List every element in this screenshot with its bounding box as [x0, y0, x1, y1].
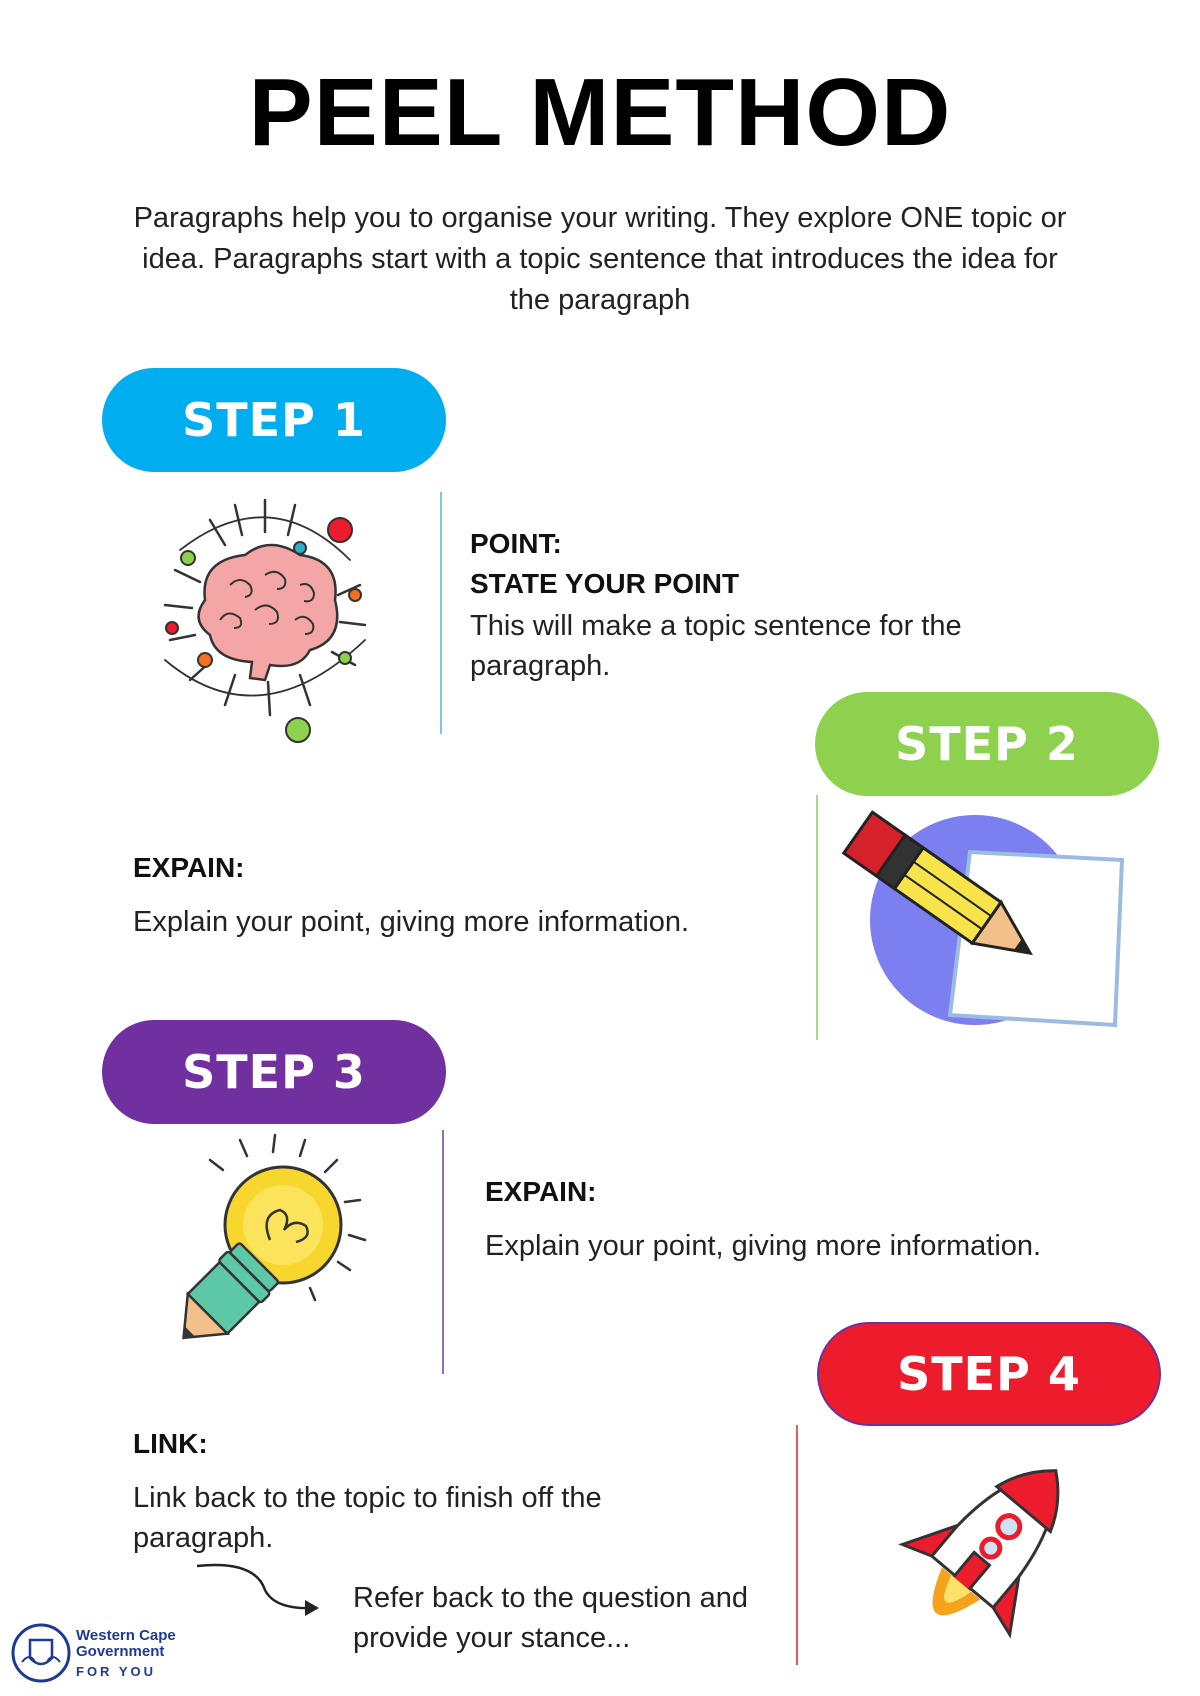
step-4-heading: LINK:	[133, 1428, 208, 1459]
rocket-icon	[880, 1440, 1090, 1670]
logo-line-1: Western Cape	[76, 1627, 176, 1644]
step-1-text: This will make a topic sentence for the paragraph.	[470, 610, 962, 682]
step-3-pill: STEP 3	[102, 1020, 446, 1124]
step-2-pill: STEP 2	[815, 692, 1159, 796]
step-4-text: Link back to the topic to finish off the paragraph.	[133, 1482, 602, 1554]
logo-line-2: Government	[76, 1643, 165, 1660]
step-1-subheading: STATE YOUR POINT	[470, 568, 740, 599]
step-3-divider	[442, 1130, 444, 1374]
step-2-heading: EXPAIN:	[133, 852, 245, 883]
step-1-divider	[440, 492, 442, 734]
step-4-divider	[796, 1425, 798, 1665]
step-2-text: Explain your point, giving more information.	[133, 906, 690, 938]
step-2-divider	[816, 795, 818, 1040]
logo-line-3: FOR YOU	[76, 1664, 156, 1679]
intro-text: Paragraphs help you to organise your writing. They explore ONE topic or idea. Paragraphs start with a topic sentence that introduces the idea for the paragraph	[133, 202, 1067, 316]
brain-icon	[150, 490, 400, 750]
step-4-note: Refer back to the question and provide your stance...	[353, 1582, 748, 1654]
step-1-pill: STEP 1	[102, 368, 446, 472]
step-3-text: Explain your point, giving more information.	[485, 1230, 1042, 1262]
step-4-pill: STEP 4	[817, 1322, 1161, 1426]
pencil-paper-icon	[840, 810, 1130, 1040]
coat-of-arms-icon	[10, 1622, 72, 1684]
lightbulb-pencil-icon	[155, 1130, 385, 1360]
step-1-heading: POINT:	[470, 528, 562, 559]
page-title: PEEL METHOD	[248, 59, 952, 166]
step-3-heading: EXPAIN:	[485, 1176, 597, 1207]
arrow-icon	[195, 1560, 325, 1620]
